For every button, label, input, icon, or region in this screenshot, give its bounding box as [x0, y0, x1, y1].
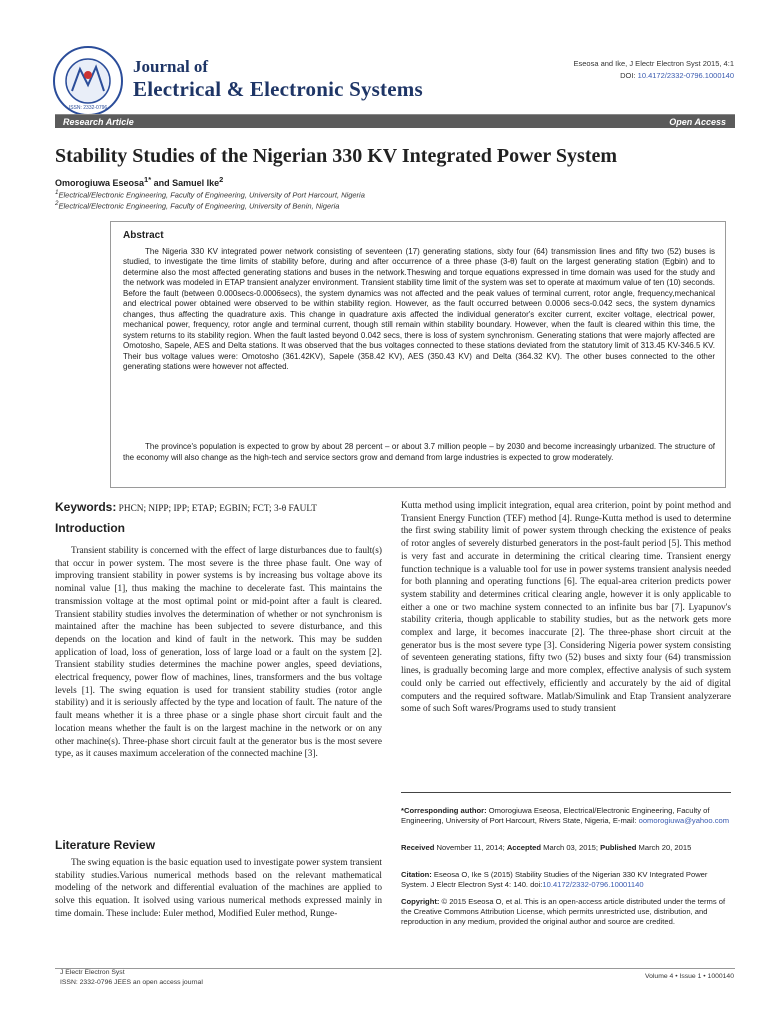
received-label: Received — [401, 843, 435, 852]
article-type: Research Article — [63, 117, 134, 127]
copyright-label: Copyright: — [401, 897, 440, 906]
author-1-sup: 1* — [144, 175, 152, 184]
citation-text: Eseosa O, Ike S (2015) Stability Studies of the Nigerian 330 KV Integrated Power System. J Electr Electron Syst 4: 140. doi: — [401, 870, 708, 889]
keywords — [55, 500, 385, 514]
accepted-date: March 03, 2015; — [541, 843, 601, 852]
copyright-note — [401, 897, 731, 926]
affiliation-1-text: Electrical/Electronic Engineering, Faculty of Engineering, University of Port Harcourt, Nigeria — [58, 190, 365, 200]
journal-name: Electrical & Electronic Systems — [133, 77, 423, 101]
accepted-label: Accepted — [506, 843, 542, 852]
author-separator: and — [151, 178, 173, 188]
abstract-paragraph-2: The province's population is expected to grow by about 28 percent – or about 3.7 million people – by 2030 and become increasingly urbanized. The structure of the economy will also change as the high-tech and service sectors grow and demand from large industries is expected to grow moderately. — [123, 442, 715, 462]
footnote-divider — [401, 792, 731, 793]
footer-issn: ISSN: 2332-0796 JEES an open access journal — [60, 979, 203, 986]
introduction-text: Transient stability is concerned with the effect of large disturbances due to fault(s) that occur in power system. The most severe is the three phase fault. One way of improving transient stability in power systems is by increasing bus voltage above its nominal value [1], thus making the machine to decelerate fast. This maintains the transmission voltage at the most optimal point or mid-point after a fault is cleared. Transient stability studies involves the determination of whether or not synchronism is maintained after the machine has been subjected to severe disturbance, and this depends on the location and kind of fault in the network. This may be sudden application of load, loss of generation, loss of large load or a fault on the system [2]. Transient stability studies determines the machine power angles, speed deviations, electrical frequency, power flow of machines, lines, transformers and the bus voltage levels [1]. The swing equation is used for transient stability studies (rotor angle stability) and it is seriously affected by the type and location of fault. The nature of the fault means whether it is a three phase or a single phase short circuit fault and the location means whether the fault is on the largest machine in the network or on any other machine(s). Three-phase short circuit fault at the generator bus is the most severe type, as it causes maximum acceleration of the connected machine [3]. — [55, 546, 382, 760]
svg-text:ISSN: 2332-0796: ISSN: 2332-0796 — [68, 105, 108, 111]
literature-review-heading: Literature Review — [55, 838, 156, 852]
journal-logo — [52, 45, 124, 117]
header-doi — [620, 71, 734, 80]
article-title: Stability Studies of the Nigerian 330 KV Integrated Power System — [55, 145, 618, 167]
keywords-text: PHCN; NIPP; IPP; ETAP; EGBIN; FCT; 3-θ FAULT — [116, 504, 317, 514]
corr-text: Omorogiuwa Eseosa, Electrical/Electronic Engineering, Faculty of Engineering, University of Port Harcourt, Rivers State, Nigeria, E-mail: — [401, 806, 710, 825]
article-ribbon — [55, 114, 735, 128]
right-column-text: Kutta method using implicit integration, equal area criterion, point by point method and Transient Energy Function (TEF) method [4]. Runge-Kutta method is used to determine the first swing stability limit of power system through checking the existence of peaks of rotor angles of severely disturbed generators in the post-fault period [5]. This method is very fast and accurate in determining the critical clearing time. Transient energy function technique is a valuable tool for use in power systems transient analysis needed for both planning and operating functions [6]. The equal-area criterion predicts power system stability and determines critical clearing angle, however it is only applicable to either a one or two machine system connected to an infinite bus bar [7]. Lyapunov's stability criteria, though applicable to stability studies, but as the network gets more complex and large, it becomes inaccurate [2]. The three-phase short circuit at the generator bus is the most severe type [3]. Considering Nigeria power system consisting of seventeen generating stations, fifty two (52) buses and sixty four (64) transmission lines, is gradually becoming large and more complex, effective analysis of such system could only be carried out effectively, efficiently and accurately by the aid of digital computers and the required software. Matlab/Simulink and Etap Transient analyzerare some of such Soft wares/Programs used to study transient — [401, 501, 731, 715]
author-2-sup: 2 — [219, 175, 224, 184]
citation-label: Citation: — [401, 870, 432, 879]
dates-note — [401, 843, 731, 853]
citation-note — [401, 870, 731, 890]
copyright-text: © 2015 Eseosa O, et al. This is an open-access article distributed under the terms of the Creative Commons Attribution License, which permits unrestricted use, distribution, and reproduction in any medium, provided the original author and source are credited. — [401, 897, 726, 926]
affiliation-1-sup: 1 — [55, 189, 59, 196]
keywords-label: Keywords: — [55, 500, 117, 514]
footer-divider — [55, 968, 735, 969]
published-label: Published — [600, 843, 637, 852]
authors — [55, 175, 223, 188]
affiliation-2 — [55, 200, 339, 211]
abstract-heading: Abstract — [123, 230, 164, 241]
journal-of-label: Journal of — [133, 57, 209, 76]
affiliation-2-text: Electrical/Electronic Engineering, Faculty of Engineering, University of Benin, Nigeria — [58, 201, 340, 211]
corresponding-author-note — [401, 806, 731, 826]
abstract-box — [110, 221, 726, 488]
author-1: Omorogiuwa Eseosa — [55, 178, 145, 188]
affiliation-1 — [55, 189, 365, 200]
published-date: March 20, 2015 — [636, 843, 692, 852]
corr-label: *Corresponding author: — [401, 806, 487, 815]
doi-label: DOI: — [620, 71, 636, 80]
abstract-paragraph-1: The Nigeria 330 KV integrated power network consisting of seventeen (17) generating stations, sixty four (64) transmission lines and fifty two (52) buses is studied, to investigate the time limits of stability before, during and after occurrence of a three phase (3-θ) fault on the largest generating station (Egbin) and to determine also the most affected generating stations and buses in the network.Theswing and torque equations expressed in time domain was used for the study and the network was modeled in ETAP transient analyzer environment. Transient stability time limit of the system was set to operate at maximum value of ten (10) seconds. Before the fault (between 0.000secs-0.0006secs), the system dynamics was not affected and the peak values of terminal current, rotor angle, frequency,mechanical and electrical power obtained were observed to be within stability region. However, as the fault occurred between 0.0006 secs-0.042 secs, the system dynamics changes, thus affecting the quadrature axis. This change in quadrature axis affected the individual generator's exciter current, exciter voltage, electrical power, mechanical power, frequency, rotor angle and terminal current, though still remain within stability boundary. However, when the fault is cleared within this time, the system returns to its stability region. When the fault lasted beyond 0.042 secs, there is loss of system synchronism. Generating stations that were majorly affected are Omotosho, Sapele, AES and Delta stations. It was observed that the bus voltages connected to these stations deviated from the statutory limit of 313.45 KV-346.5 KV. Their bus voltage values were: Omotosho (361.42KV), Sapele (358.42 KV), AES (350.43 KV) and Delta (364.32 KV). The other buses connected to the other generating stations were however not affected. — [123, 247, 715, 371]
received-date: November 11, 2014; — [434, 843, 507, 852]
affiliation-2-sup: 2 — [55, 200, 59, 207]
footer-journal: J Electr Electron Syst — [60, 969, 125, 976]
corr-email-link[interactable]: oomorogiuwa@yahoo.com — [638, 815, 730, 825]
introduction-heading: Introduction — [55, 521, 125, 535]
author-2: Samuel Ike — [172, 178, 220, 188]
citation-doi-link[interactable]: 10.4172/2332-0796.10001140 — [542, 879, 644, 889]
footer-volume: Volume 4 • Issue 1 • 1000140 — [644, 973, 734, 980]
open-access-label: Open Access — [669, 117, 726, 127]
literature-review-text: The swing equation is the basic equation used to investigate power system transient stability studies.Various numerical methods based on the relevant mathematical modeling of the network and differential evaluation of the machines are applied to solve this equation. It isolved using various numerical methods expressed mainly in time domain. These include: Euler method, Modified Euler method, Runge- — [55, 858, 382, 919]
header-citation: Eseosa and Ike, J Electr Electron Syst 2015, 4:1 — [573, 59, 734, 68]
doi-link[interactable]: 10.4172/2332-0796.1000140 — [637, 71, 734, 80]
